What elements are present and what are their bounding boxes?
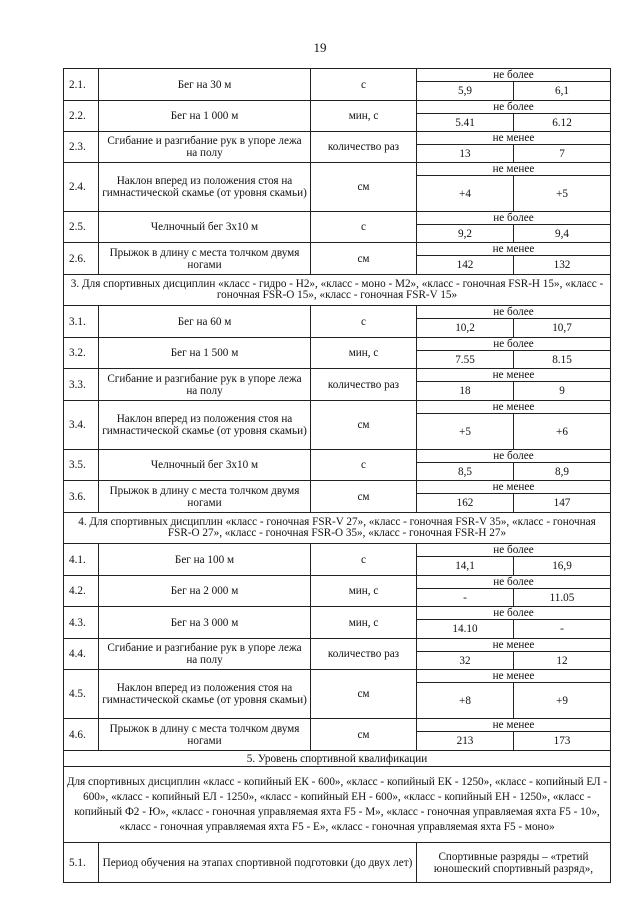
value-boys: 213 — [417, 732, 514, 750]
norm-label: не более — [417, 338, 610, 351]
norm-label: не менее — [417, 163, 610, 176]
table-row — [64, 243, 611, 275]
standard-cell — [417, 544, 611, 576]
exercise-name: Прыжок в длину с места толчком двумя ногами — [99, 481, 311, 513]
value-girls: 6,1 — [555, 85, 569, 97]
norm-label: не более — [417, 450, 610, 463]
unit: см — [311, 719, 417, 751]
unit: мин, с — [311, 607, 417, 639]
value-girls: 132 — [553, 259, 571, 271]
value-boys: 14,1 — [417, 557, 514, 575]
row-number: 2.1. — [64, 69, 99, 101]
standard-cell — [417, 101, 611, 132]
unit: количество раз — [311, 369, 417, 401]
row-number: 2.6. — [64, 243, 99, 275]
unit: см — [311, 670, 417, 719]
exercise-name: Сгибание и разгибание рук в упоре лежа на полу — [99, 639, 311, 670]
exercise-name: Бег на 1 000 м — [99, 101, 311, 132]
standard-cell — [417, 243, 611, 275]
standard-cell — [417, 607, 611, 639]
value-girls: 8.15 — [552, 353, 572, 366]
value-boys: +5 — [417, 414, 514, 449]
norm-label: не более — [417, 306, 610, 319]
row-number: 4.1. — [64, 544, 99, 576]
value-boys: +8 — [417, 683, 514, 718]
unit: с — [311, 212, 417, 243]
section-5-header: 5. Уровень спортивной квалификации — [64, 751, 611, 767]
section-4-header: 4. Для спортивных дисциплин «класс - гоночная FSR-V 27», «класс - гоночная FSR-V 35», «класс - гоночная FSR-O 27», «класс - гоночная FSR-O 35», «класс - гоночная FSR-H 27» — [64, 513, 611, 544]
norm-label: не менее — [417, 639, 610, 652]
value-girls: - — [560, 623, 564, 635]
table-row — [64, 719, 611, 751]
standard-cell — [417, 639, 611, 670]
row-number: 2.2. — [64, 101, 99, 132]
value-girls: +6 — [556, 425, 568, 438]
exercise-name: Бег на 2 000 м — [99, 576, 311, 607]
norm-label: не более — [417, 544, 610, 557]
unit: с — [311, 306, 417, 338]
row-name: Период обучения на этапах спортивной подготовки (до двух лет) — [99, 843, 417, 883]
value-girls: 8,9 — [555, 465, 569, 478]
page-number: 19 — [313, 40, 327, 55]
value-girls: 6.12 — [552, 116, 572, 129]
table-row — [64, 450, 611, 481]
standard-cell — [417, 163, 611, 212]
standard-cell — [417, 450, 611, 481]
row-number: 4.6. — [64, 719, 99, 751]
value-girls: +5 — [556, 187, 568, 200]
standards-table — [63, 68, 611, 883]
table-row — [64, 69, 611, 101]
exercise-name: Наклон вперед из положения стоя на гимнастической скамье (от уровня скамьи) — [99, 163, 311, 212]
exercise-name: Наклон вперед из положения стоя на гимнастической скамье (от уровня скамьи) — [99, 401, 311, 450]
norm-label: не более — [417, 212, 610, 225]
value-girls: 12 — [556, 654, 568, 667]
unit: см — [311, 243, 417, 275]
value-boys: 14.10 — [417, 620, 514, 638]
row-value: Спортивные разряды – «третий юношеский спортивный разряд», — [417, 843, 611, 883]
norm-label: не более — [417, 607, 610, 620]
row-number: 3.5. — [64, 450, 99, 481]
row-number: 3.3. — [64, 369, 99, 401]
row-number: 2.5. — [64, 212, 99, 243]
table-row — [64, 576, 611, 607]
exercise-name: Наклон вперед из положения стоя на гимнастической скамье (от уровня скамьи) — [99, 670, 311, 719]
value-boys: 32 — [417, 652, 514, 669]
norm-label: не менее — [417, 401, 610, 414]
unit: с — [311, 69, 417, 101]
table-row — [64, 670, 611, 719]
table-row — [64, 607, 611, 639]
norm-label: не менее — [417, 481, 610, 494]
value-girls: 147 — [553, 497, 571, 509]
norm-label: не менее — [417, 132, 610, 145]
value-boys: 8,5 — [417, 463, 514, 480]
value-boys: 7.55 — [417, 351, 514, 368]
value-boys: 142 — [417, 256, 514, 274]
row-number: 3.1. — [64, 306, 99, 338]
value-boys: +4 — [417, 176, 514, 211]
norm-label: не менее — [417, 369, 610, 382]
exercise-name: Прыжок в длину с места толчком двумя ногами — [99, 719, 311, 751]
exercise-name: Бег на 60 м — [99, 306, 311, 338]
section-3-header: 3. Для спортивных дисциплин «класс - гидро - Н2», «класс - моно - М2», «класс - гоночная FSR-H 15», «класс - гоночная FSR-O 15», «класс - гоночная FSR-V 15» — [64, 275, 611, 306]
value-girls: 173 — [553, 735, 571, 747]
value-boys: - — [417, 589, 514, 606]
norm-label: не более — [417, 101, 610, 114]
row-number: 4.3. — [64, 607, 99, 639]
exercise-name: Прыжок в длину с места толчком двумя ногами — [99, 243, 311, 275]
table-row — [64, 132, 611, 163]
unit: мин, с — [311, 576, 417, 607]
row-number: 4.4. — [64, 639, 99, 670]
table-row — [64, 369, 611, 401]
row-number: 4.2. — [64, 576, 99, 607]
value-girls: 16,9 — [552, 560, 572, 572]
norm-label: не менее — [417, 670, 610, 683]
value-boys: 5.41 — [417, 114, 514, 131]
table-row — [64, 639, 611, 670]
unit: количество раз — [311, 132, 417, 163]
unit: мин, с — [311, 101, 417, 132]
unit: количество раз — [311, 639, 417, 670]
standard-cell — [417, 132, 611, 163]
row-number: 3.6. — [64, 481, 99, 513]
table-row — [64, 338, 611, 369]
norm-label: не более — [417, 576, 610, 589]
unit: с — [311, 544, 417, 576]
value-girls: 7 — [559, 147, 565, 160]
value-girls: 11.05 — [549, 591, 575, 604]
exercise-name: Бег на 3 000 м — [99, 607, 311, 639]
standard-cell — [417, 212, 611, 243]
unit: см — [311, 163, 417, 212]
value-boys: 13 — [417, 145, 514, 162]
row-number: 2.3. — [64, 132, 99, 163]
norm-label: не менее — [417, 719, 610, 732]
value-boys: 162 — [417, 494, 514, 512]
value-girls: +9 — [556, 694, 568, 707]
table-row — [64, 306, 611, 338]
value-girls: 9 — [559, 385, 565, 397]
standard-cell — [417, 670, 611, 719]
standard-cell — [417, 69, 611, 101]
norm-label: не менее — [417, 243, 610, 256]
norm-label: не более — [417, 69, 610, 82]
standard-cell — [417, 306, 611, 338]
value-boys: 5,9 — [417, 82, 514, 100]
table-row — [64, 481, 611, 513]
value-boys: 9,2 — [417, 225, 514, 242]
table-row — [64, 163, 611, 212]
row-number: 2.4. — [64, 163, 99, 212]
unit: см — [311, 481, 417, 513]
unit: мин, с — [311, 338, 417, 369]
standard-cell — [417, 338, 611, 369]
section-5-text: Для спортивных дисциплин «класс - копийный ЕК - 600», «класс - копийный ЕК - 1250», «класс - копийный ЕЛ - 600», «класс - копийный ЕЛ - 1250», «класс - копийный ЕН - 600», «класс - копийный ЕН - 1250», «класс - копийный Ф2 - Ю», «класс - гоночная управляемая яхта F5 - М», «класс - гоночная управляемая яхта F5 - 10», «класс - гоночная управляемая яхта F5 - Е», «класс - гоночная управляемая яхта F5 - моно» — [64, 767, 611, 843]
row-number: 4.5. — [64, 670, 99, 719]
unit: с — [311, 450, 417, 481]
exercise-name: Бег на 30 м — [99, 69, 311, 101]
standard-cell — [417, 401, 611, 450]
value-boys: 18 — [417, 382, 514, 400]
standard-cell — [417, 719, 611, 751]
value-girls: 9,4 — [555, 227, 569, 240]
table-row — [64, 401, 611, 450]
exercise-name: Сгибание и разгибание рук в упоре лежа на полу — [99, 369, 311, 401]
row-number: 3.4. — [64, 401, 99, 450]
standard-cell — [417, 576, 611, 607]
exercise-name: Челночный бег 3х10 м — [99, 450, 311, 481]
exercise-name: Челночный бег 3х10 м — [99, 212, 311, 243]
exercise-name: Бег на 1 500 м — [99, 338, 311, 369]
value-girls: 10,7 — [552, 322, 572, 334]
table-row — [64, 101, 611, 132]
row-number: 3.2. — [64, 338, 99, 369]
row-number: 5.1. — [64, 843, 99, 883]
table-row — [64, 212, 611, 243]
standard-cell — [417, 481, 611, 513]
exercise-name: Сгибание и разгибание рук в упоре лежа на полу — [99, 132, 311, 163]
exercise-name: Бег на 100 м — [99, 544, 311, 576]
standard-cell — [417, 369, 611, 401]
table-row — [64, 544, 611, 576]
value-boys: 10,2 — [417, 319, 514, 337]
unit: см — [311, 401, 417, 450]
